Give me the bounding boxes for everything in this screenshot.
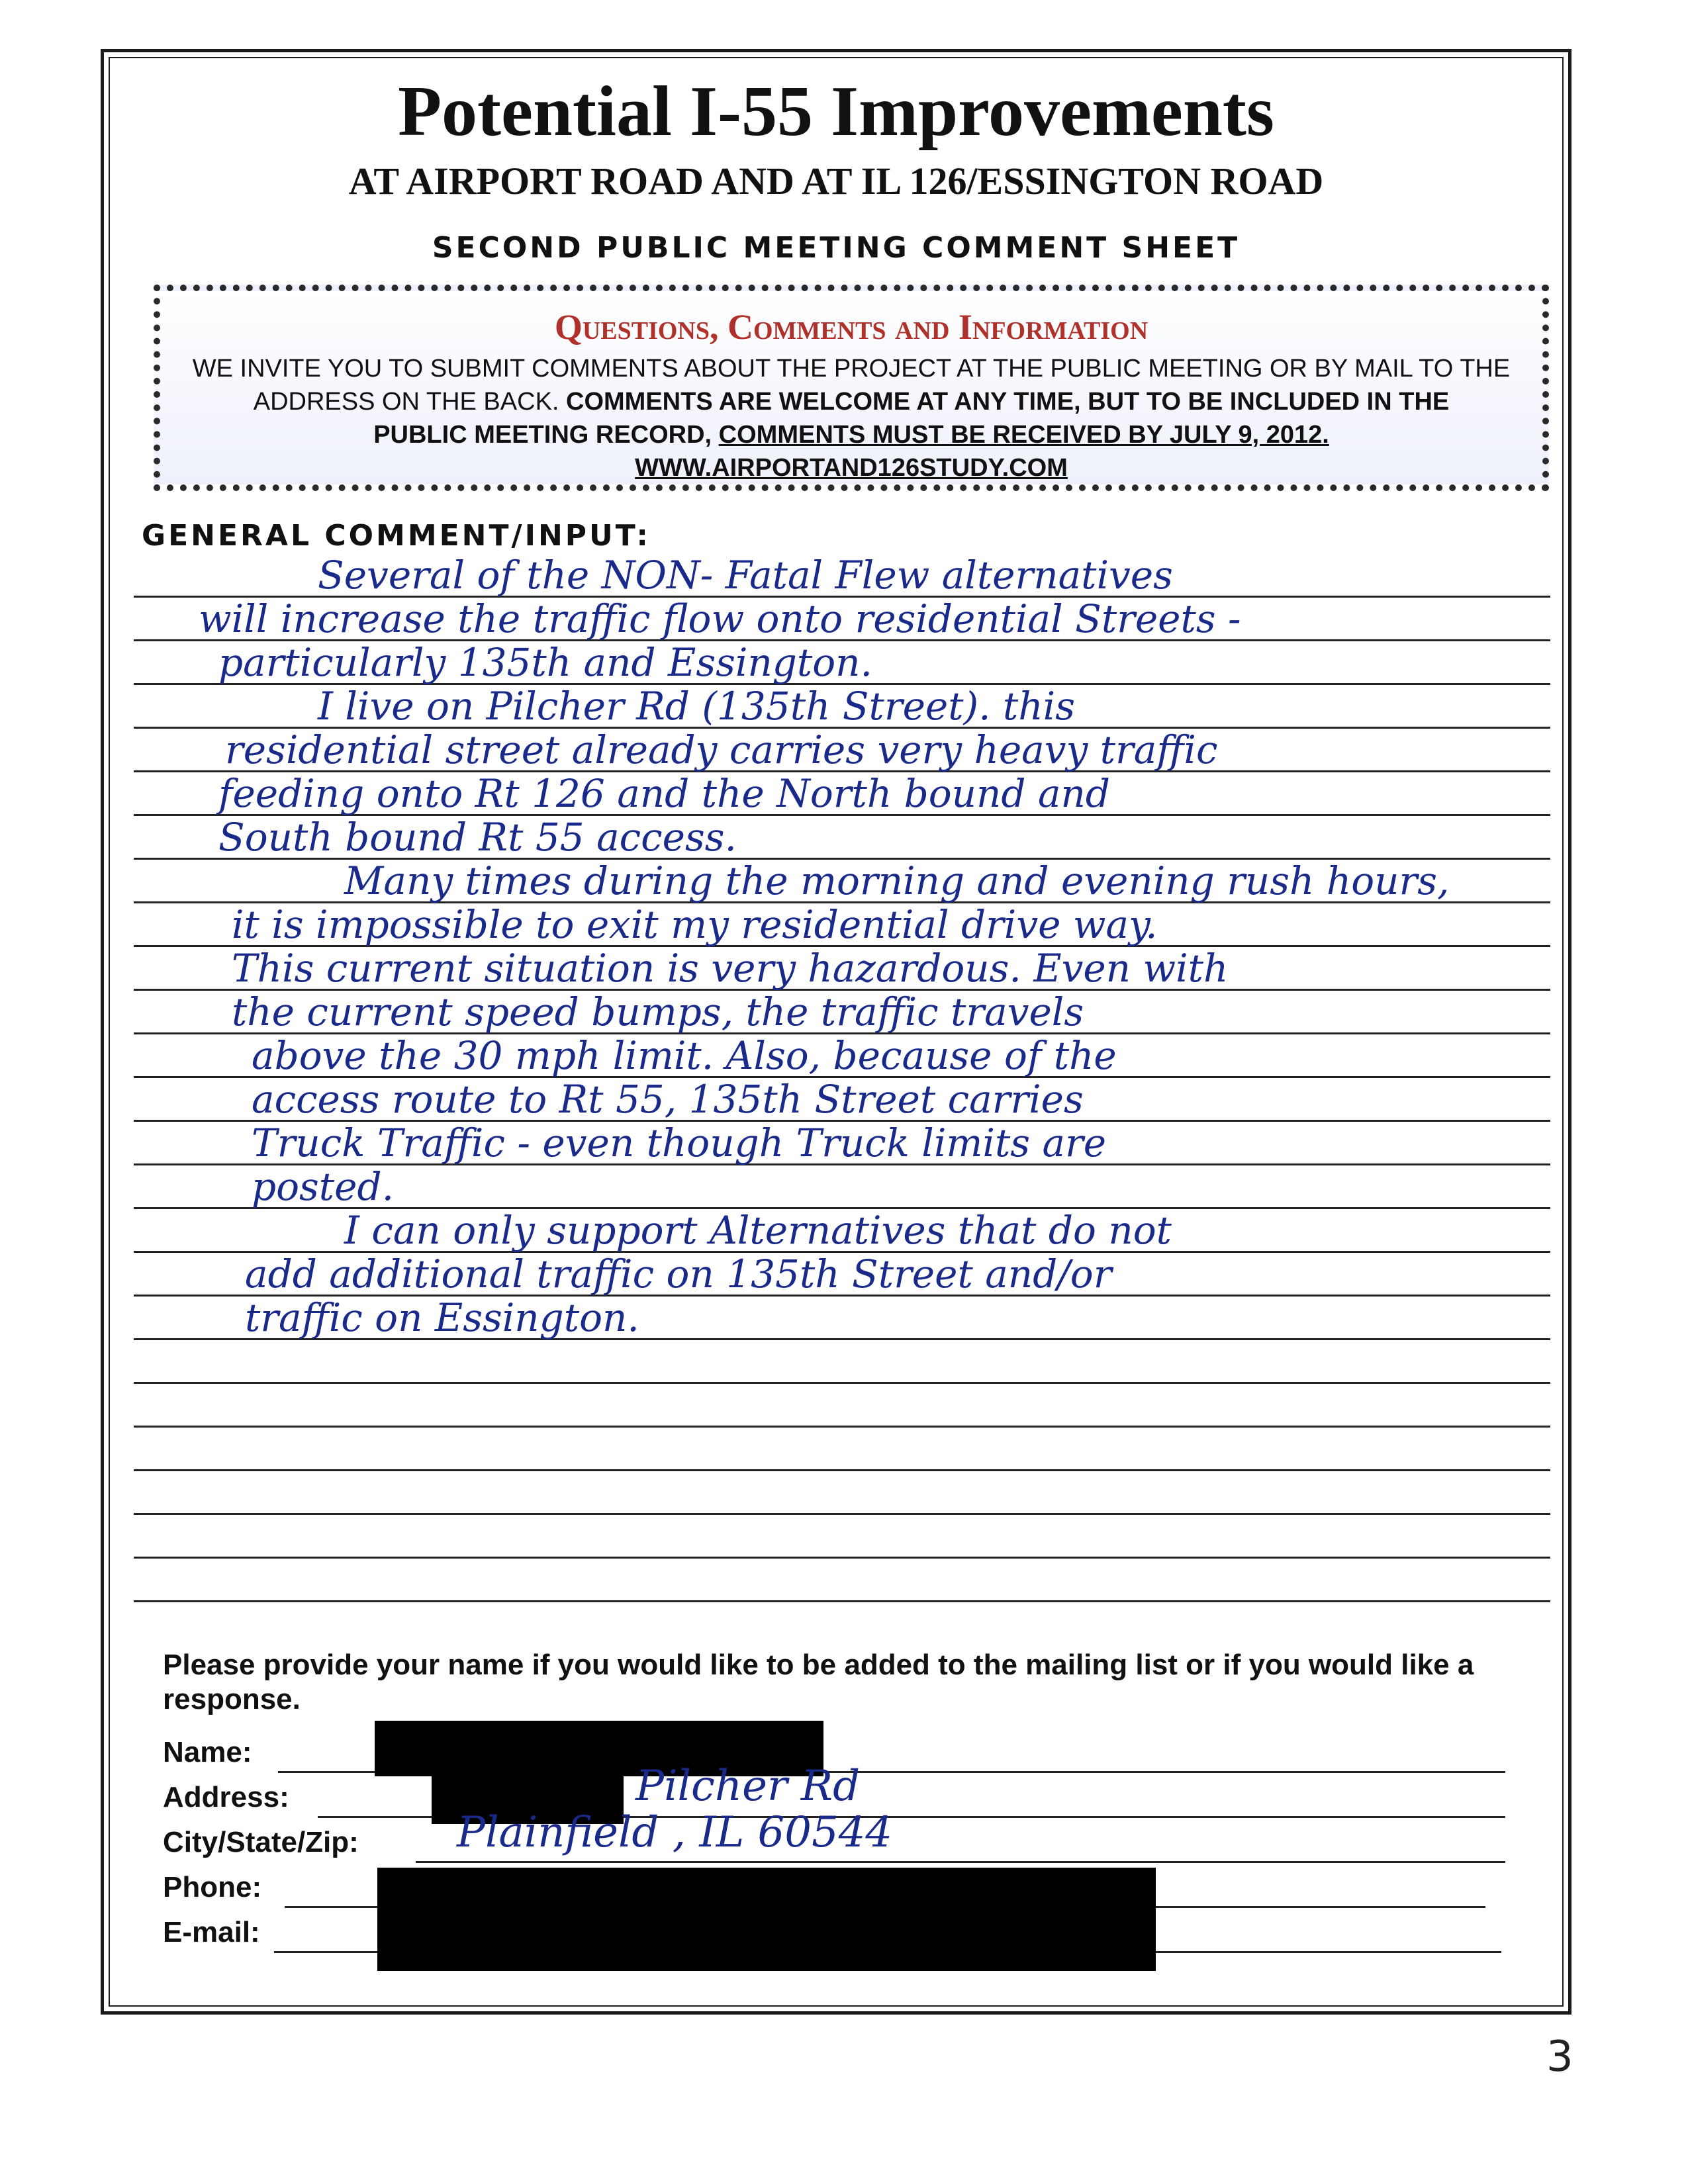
sheet-label: SECOND PUBLIC MEETING COMMENT SHEET xyxy=(432,231,1241,265)
city-state-zip-field[interactable] xyxy=(416,1861,1505,1863)
phone-label: Phone: xyxy=(163,1871,262,1903)
comment-line: I can only support Alternatives that do not xyxy=(344,1208,1172,1253)
page-subtitle: AT AIRPORT ROAD AND AT IL 126/ESSINGTON ROAD xyxy=(348,159,1324,203)
mailing-list-note: Please provide your name if you would like to be added to the mailing list or if you would like a response. xyxy=(163,1649,1474,1715)
comment-line: I live on Pilcher Rd (135th Street). this xyxy=(318,684,1075,729)
info-website-link[interactable]: WWW.AIRPORTAND126STUDY.COM xyxy=(635,454,1068,482)
info-line-2 xyxy=(187,385,1516,418)
comment-line: access route to Rt 55, 135th Street carries xyxy=(252,1077,1084,1122)
city-state-zip-value: Plainfield , IL 60544 xyxy=(457,1808,893,1857)
comment-line: This current situation is very hazardous. Even with xyxy=(232,946,1229,991)
comment-line: particularly 135th and Essington. xyxy=(218,640,872,685)
info-line-3 xyxy=(187,418,1516,451)
comment-line: posted. xyxy=(252,1164,395,1209)
ruled-line xyxy=(134,1382,1550,1384)
ruled-line xyxy=(134,1557,1550,1559)
info-line-2-plain: ADDRESS ON THE BACK. xyxy=(253,388,567,416)
ruled-line xyxy=(134,1600,1550,1602)
phone-email-redaction xyxy=(377,1868,1156,1971)
info-box xyxy=(154,285,1549,491)
comment-line: South bound Rt 55 access. xyxy=(218,815,737,860)
comment-line: residential street already carries very heavy traffic xyxy=(225,727,1218,772)
info-line-2-bold: COMMENTS ARE WELCOME AT ANY TIME, BUT TO BE INCLUDED IN THE xyxy=(566,388,1450,416)
comment-line: Several of the NON- Fatal Flew alternatives xyxy=(318,553,1173,598)
general-comment-label: GENERAL COMMENT/INPUT: xyxy=(142,519,651,553)
city-state-zip-label: City/State/Zip: xyxy=(163,1826,359,1858)
comment-line: add additional traffic on 135th Street and/or xyxy=(245,1251,1112,1297)
info-deadline: COMMENTS MUST BE RECEIVED BY JULY 9, 2012. xyxy=(718,421,1329,449)
name-label: Name: xyxy=(163,1736,252,1768)
comment-line: Many times during the morning and evening rush hours, xyxy=(344,858,1450,903)
comment-line: it is impossible to exit my residential drive way. xyxy=(232,902,1158,947)
info-heading: Questions, Comments and Information xyxy=(554,307,1149,347)
comment-line: feeding onto Rt 126 and the North bound and xyxy=(218,771,1110,816)
info-line-3-bold: PUBLIC MEETING RECORD, xyxy=(373,421,719,449)
page-title: Potential I-55 Improvements xyxy=(398,72,1274,151)
address-value: Pilcher Rd xyxy=(635,1762,861,1811)
info-line-1: WE INVITE YOU TO SUBMIT COMMENTS ABOUT THE PROJECT AT THE PUBLIC MEETING OR BY MAIL TO THE xyxy=(192,355,1511,383)
address-label: Address: xyxy=(163,1781,289,1813)
page-number: 3 xyxy=(1546,2032,1573,2081)
ruled-line xyxy=(134,1426,1550,1428)
ruled-line xyxy=(134,1469,1550,1471)
ruled-line xyxy=(134,1513,1550,1515)
comment-line: will increase the traffic flow onto residential Streets - xyxy=(199,596,1241,641)
comment-line: above the 30 mph limit. Also, because of the xyxy=(252,1033,1117,1078)
comment-line: traffic on Essington. xyxy=(245,1295,639,1340)
comment-line: the current speed bumps, the traffic travels xyxy=(232,989,1084,1034)
email-label: E-mail: xyxy=(163,1916,260,1948)
info-body xyxy=(187,352,1516,484)
comment-line: Truck Traffic - even though Truck limits are xyxy=(252,1120,1107,1165)
